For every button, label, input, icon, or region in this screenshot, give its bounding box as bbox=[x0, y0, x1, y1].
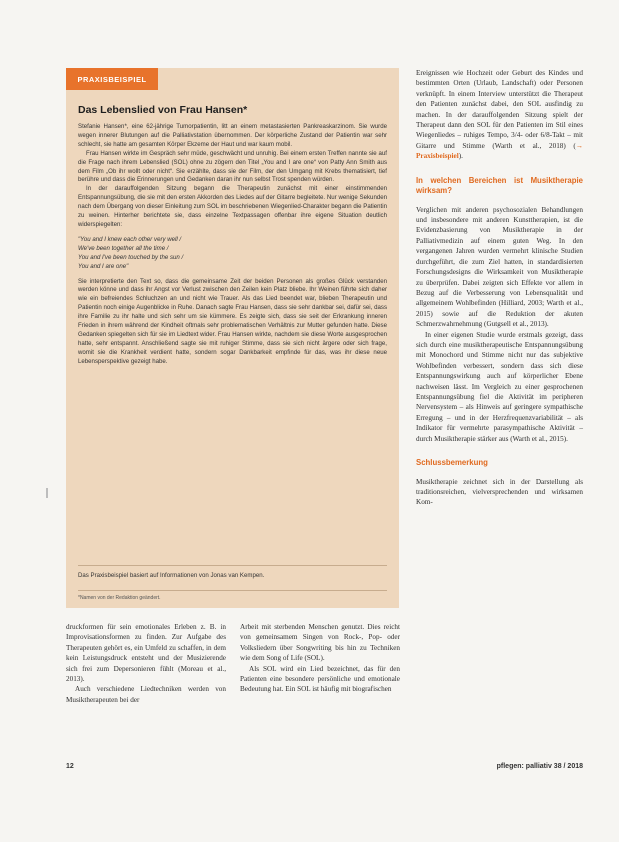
case-study-paragraph: In der darauffolgenden Sitzung begann die Therapeutin zunächst mit einer einstimmenden Entspannungsübung, die sie mit den ersten Akkorden des Liedes auf der Gitarre begleitete. Nur wenige Sekunden nach dem Übergang von dieser Einleitung zum SOL im beschriebenen Wiegenlied-Charakter begann die Patientin zu weinen. Hinterher berichtete sie, dass einzelne Textpassagen offenbar ihre eigene Situation deutlich widerspiegelten: bbox=[78, 185, 387, 228]
body-paragraph: In einer eigenen Studie wurde erstmals gezeigt, dass sich durch eine musiktherapeutische Entspannungsübung mit Monochord und Stimme nicht nur das subjektive Wohlbefinden verbessert, sondern dass sich diese Entspannungswirkung auch auf körperlicher Ebene nachweisen lässt. Im Vergleich zu einer gesprochenen Entspannungsübung fiel die Aktivität im peripheren Nervensystem – als Hinweis auf geringere sympathische Erregung – und in der Herzfrequenzvariabilität – als Indikator für vermehrte parasympathische Aktivität – durch Musiktherapie stärker aus (Warth et al., 2015). bbox=[416, 330, 583, 443]
column-left bbox=[66, 622, 226, 705]
column-middle bbox=[240, 622, 400, 695]
song-lyrics bbox=[78, 236, 387, 272]
body-paragraph: Als SOL wird ein Lied bezeichnet, das für den Patienten eine besondere persönliche und emotionale Bedeutung hat. Ein SOL ist häufig mit biografischen bbox=[240, 664, 400, 694]
case-study-box bbox=[66, 68, 399, 608]
cross-reference-link[interactable]: → Praxisbeispiel bbox=[416, 141, 583, 161]
body-paragraph: Auch verschiedene Liedtechniken werden von Musiktherapeuten bei der bbox=[66, 685, 226, 704]
body-paragraph: druckformen für sein emotionales Erleben z. B. in Improvisationsformen zu finden. Zur Aufgabe des Therapeuten gehört es, ein Umfeld zu schaffen, in dem kein Leistungsdruck entsteht und der Musizierende sich frei zum Depersonieren fühlt (Moreau et al., 2013). bbox=[66, 623, 226, 684]
case-study-title: Das Lebenslied von Frau Hansen* bbox=[78, 104, 248, 116]
margin-mark bbox=[46, 488, 48, 498]
body-text: ). bbox=[458, 152, 463, 161]
page-footer bbox=[66, 763, 583, 775]
case-study-footnote: *Namen von der Redaktion geändert. bbox=[78, 590, 387, 601]
body-paragraph: Musiktherapie zeichnet sich in der Darstellung als traditionsreichen, vielversprechenden und wirksamen Kom- bbox=[416, 477, 583, 507]
column-right bbox=[416, 68, 583, 508]
case-study-paragraph: Stefanie Hansen*, eine 62-jährige Tumorpatientin, litt an einem metastasierten Pankreaskarzinom. Sie wurde wegen innerer Blutungen auf die Palliativstation übernommen. Der körperliche Zustand der Patientin war sehr schlecht, sie hatte am gesamten Körper Ekzeme der Haut und war kaum mobil. bbox=[78, 123, 387, 148]
section-heading: In welchen Bereichen ist Musiktherapie wirksam? bbox=[416, 175, 583, 196]
body-text: Ereignissen wie Hochzeit oder Geburt des Kindes und bestimmten Orten (Urlaub, Landschaft) oder Personen verknüpft. In einem Interview unterstützt die Therapeut den Patienten zunächst dabei, den SOL ausfindig zu machen. In der darauffolgenden Sitzung spielt der Therapeut dann den SOL für den Patienten im Stil eines Wiegenliedes – ruhiges Tempo, 3/4- oder 6/8-Takt – mit Gitarre und Stimme (Warth et al., 2018) ( bbox=[416, 69, 583, 150]
case-study-paragraph: Frau Hansen wirkte im Gespräch sehr müde, geschwächt und unruhig. Bei einem ersten Treffen nannte sie auf die Frage nach ihrem Lebenslied (SOL) ohne zu zögern den Titel „You and I are one“ von Patty Ann Smith aus dem Film „Ob ihr wollt oder nicht“. Sie erzählte, dass sie der Film, der den Umgang mit Krebs thematisiert, tief berühre und dass die Erinnerungen und Gedanken daran ihr nun selbst Trost spenden würden. bbox=[78, 149, 387, 184]
section-heading: Schlussbemerkung bbox=[416, 458, 488, 467]
case-study-body bbox=[78, 123, 387, 367]
case-study-source: Das Praxisbeispiel basiert auf Informationen von Jonas van Kempen. bbox=[78, 565, 387, 579]
body-paragraph bbox=[416, 68, 583, 162]
body-paragraph: Arbeit mit sterbenden Menschen genutzt. Dies reicht von gemeinsamem Singen von Rock-, Pop- oder Volksliedern über Songwriting bis hin zu Techniken wie dem Song of Life (SOL). bbox=[240, 623, 400, 663]
lyrics-line: We've been together all the time / bbox=[78, 244, 169, 252]
case-study-paragraph: Sie interpretierte den Text so, dass die gemeinsame Zeit der beiden Personen als großes Glück verstanden werden könne und dass ihr Angst vor Verlust zwischen den Zeilen kein Platz bliebe. Ihr Weinen führte sich daher wie ein befreiendes Schluchzen an und nicht wie Trauer. Als das Lied beendet war, blieben Therapeutin und Patientin noch einige Augenblicke in Ruhe. Danach sagte Frau Hansen, dass sie sehr dankbar sei, dafür sei, dass ihre Familie zu ihr halte und sich sehr um sie kümmere. Es zeigte sich, dass sie seit der Erkrankung inneren Frieden in ihrem während der Kindheit oftmals sehr problematischen Verhältnis zur Mutter gefunden hatte. Diese Gedanken spiegelten sich für sie im Liedtext wider. Frau Hansen wirkte, nachdem sie diese Worte ausgesprochen hatte, sehr entspannt. Anschließend sagte sie mit ruhiger Stimme, dass sie sich nicht ärgere oder sich frage, womit sie die Krankheit verdient hatte, sondern sogar Dankbarkeit empfinde für das, was ihr diese neue Lebensperspektive gezeigt habe. bbox=[78, 277, 387, 365]
body-paragraph: Verglichen mit anderen psychosozialen Behandlungen und insbesondere mit anderen Kunsttherapien, ist die Evidenzbasierung von Musiktherapie in der Palliativmedizin auf einem guten Weg. In den vergangenen Jahren wurden vermehrt klinische Studien durchgeführt, die zum Ziel hatten, in standardisierten Forschungsdesigns die Wirksamkeit von Musiktherapie zu überprüfen. Dabei zeigten sich Effekte vor allem in Bezug auf die Verbesserung von Lebensqualität und allgemeinem Wohlbefinden (Hilliard, 2003; Warth et al., 2015) sowie auf die Reduktion der akuten Schmerzwahrnehmung (Gutgsell et al., 2013). bbox=[416, 205, 583, 329]
lyrics-line: "You and I knew each other very well / bbox=[78, 235, 182, 243]
lyrics-line: You and I are one" bbox=[78, 262, 129, 270]
page-number: 12 bbox=[66, 763, 74, 770]
lyrics-line: You and I've been touched by the sun / bbox=[78, 253, 184, 261]
case-study-tag: PRAXISBEISPIEL bbox=[66, 68, 158, 90]
journal-name: pflegen: palliativ 38 / 2018 bbox=[496, 763, 583, 770]
